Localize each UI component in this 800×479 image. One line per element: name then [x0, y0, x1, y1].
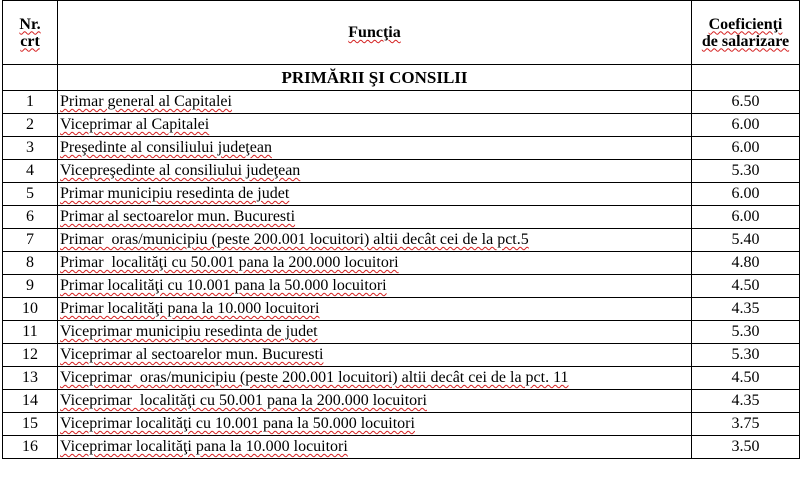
- header-functia: [58, 1, 692, 65]
- row-functia: [58, 114, 692, 137]
- row-number: 1: [3, 91, 58, 114]
- table-row: [3, 252, 800, 275]
- row-functia-text: Viceprimar localităţi pana la 10.000 locuitori: [60, 438, 348, 455]
- section-empty-cell: [692, 65, 800, 91]
- row-coeficient: 5.40: [692, 229, 800, 252]
- header-coeficienti: [692, 1, 800, 65]
- salary-coefficients-table: [2, 0, 800, 459]
- section-empty-cell: [3, 65, 58, 91]
- row-number: 14: [3, 390, 58, 413]
- row-number: 2: [3, 114, 58, 137]
- row-functia-text: Primar localităţi pana la 10.000 locuitori: [60, 300, 320, 317]
- section-row: [3, 65, 800, 91]
- row-functia-text: Viceprimar al sectoarelor mun. Bucuresti: [60, 346, 324, 363]
- row-functia: [58, 229, 692, 252]
- header-nr-label: Nr.: [19, 15, 41, 33]
- row-number: 12: [3, 344, 58, 367]
- header-coef-line1: Coeficienţi: [708, 15, 783, 33]
- table-row: [3, 321, 800, 344]
- row-functia-text: Primar localităţi cu 50.001 pana la 200.000 locuitori: [60, 254, 399, 271]
- row-coeficient: 4.50: [692, 275, 800, 298]
- table-row: [3, 298, 800, 321]
- row-functia-text: Primar al sectoarelor mun. Bucuresti: [60, 208, 296, 225]
- row-coeficient: 6.00: [692, 114, 800, 137]
- row-number: 13: [3, 367, 58, 390]
- row-functia: [58, 344, 692, 367]
- row-coeficient: 6.00: [692, 183, 800, 206]
- row-coeficient: 3.75: [692, 413, 800, 436]
- row-number: 8: [3, 252, 58, 275]
- row-coeficient: 5.30: [692, 160, 800, 183]
- table-row: [3, 413, 800, 436]
- row-functia-text: Viceprimar localităţi cu 10.001 pana la 50.000 locuitori: [60, 415, 415, 432]
- row-functia-text: Viceprimar al Capitalei: [60, 116, 210, 133]
- row-functia: [58, 436, 692, 459]
- table-row: [3, 160, 800, 183]
- row-coeficient: 6.00: [692, 137, 800, 160]
- row-coeficient: 5.30: [692, 344, 800, 367]
- row-number: 11: [3, 321, 58, 344]
- row-functia: [58, 206, 692, 229]
- section-title: PRIMĂRII ŞI CONSILII: [58, 65, 692, 91]
- table-row: [3, 229, 800, 252]
- row-functia-text: Primar localităţi cu 10.001 pana la 50.000 locuitori: [60, 277, 387, 294]
- table-row: [3, 344, 800, 367]
- table-row: [3, 390, 800, 413]
- row-functia: [58, 91, 692, 114]
- table-row: [3, 91, 800, 114]
- row-number: 7: [3, 229, 58, 252]
- header-nr-crt: [3, 1, 58, 65]
- row-coeficient: 6.50: [692, 91, 800, 114]
- row-number: 4: [3, 160, 58, 183]
- row-functia-text: Vicepreşedinte al consiliului judeţean: [60, 162, 301, 179]
- row-number: 6: [3, 206, 58, 229]
- table-row: [3, 436, 800, 459]
- row-functia-text: Primar municipiu resedinta de judet: [60, 185, 290, 202]
- row-coeficient: 4.35: [692, 390, 800, 413]
- row-functia-text: Preşedinte al consiliului judeţean: [60, 139, 272, 156]
- row-functia: [58, 160, 692, 183]
- row-coeficient: 4.35: [692, 298, 800, 321]
- row-functia: [58, 183, 692, 206]
- row-functia: [58, 137, 692, 160]
- table-row: [3, 137, 800, 160]
- row-number: 16: [3, 436, 58, 459]
- table-row: [3, 206, 800, 229]
- row-functia: [58, 390, 692, 413]
- row-number: 5: [3, 183, 58, 206]
- row-functia-text: Viceprimar localităţi cu 50.001 pana la 200.000 locuitori: [60, 392, 427, 409]
- table-row: [3, 114, 800, 137]
- row-functia-text: Viceprimar oras/municipiu (peste 200.001 locuitori) altii decât cei de la pct. 11: [60, 369, 569, 386]
- table-header-row: [3, 1, 800, 65]
- row-number: 15: [3, 413, 58, 436]
- row-coeficient: 3.50: [692, 436, 800, 459]
- row-functia: [58, 275, 692, 298]
- row-coeficient: 6.00: [692, 206, 800, 229]
- row-functia-text: Viceprimar municipiu resedinta de judet: [60, 323, 318, 340]
- row-coeficient: 5.30: [692, 321, 800, 344]
- row-functia: [58, 298, 692, 321]
- header-functia-label: Funcţia: [348, 24, 401, 41]
- row-functia: [58, 413, 692, 436]
- row-number: 3: [3, 137, 58, 160]
- row-functia: [58, 321, 692, 344]
- row-number: 9: [3, 275, 58, 298]
- row-functia-text: Primar general al Capitalei: [60, 93, 232, 110]
- row-coeficient: 4.80: [692, 252, 800, 275]
- row-number: 10: [3, 298, 58, 321]
- table-row: [3, 275, 800, 298]
- table-row: [3, 367, 800, 390]
- header-coef-line2: de salarizare: [701, 32, 790, 50]
- row-functia: [58, 367, 692, 390]
- row-functia: [58, 252, 692, 275]
- row-functia-text: Primar oras/municipiu (peste 200.001 locuitori) altii decât cei de la pct.5: [60, 231, 529, 248]
- table-row: [3, 183, 800, 206]
- row-coeficient: 4.50: [692, 367, 800, 390]
- header-crt-label: crt: [20, 32, 40, 50]
